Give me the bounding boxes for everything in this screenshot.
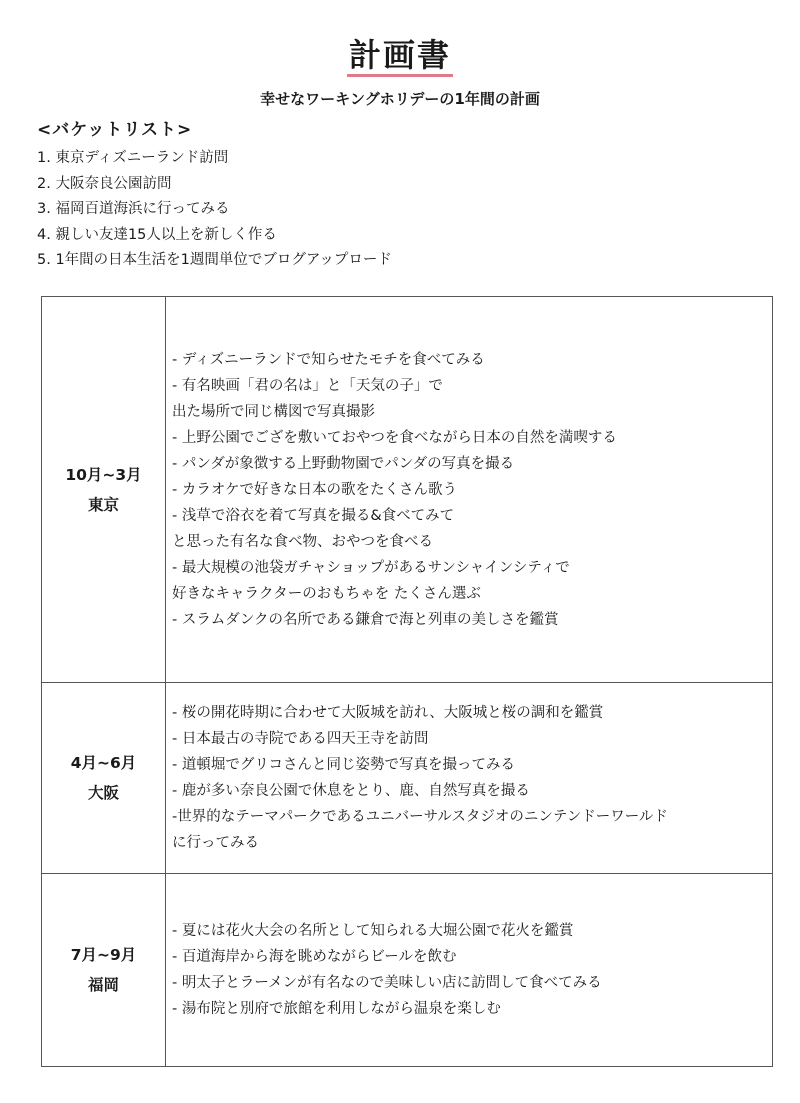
- document-title-text: 計画書: [347, 36, 453, 77]
- plan-detail-line: - 日本最古の寺院である四天王寺を訪問: [172, 731, 429, 747]
- plan-detail-line: - 夏には花火大会の名所として知られる大堀公園で花火を鑑賞: [172, 923, 574, 939]
- plan-detail-line: - カラオケで好きな日本の歌をたくさん歌う: [172, 481, 458, 498]
- plan-detail-line: - スラムダンクの名所である鎌倉で海と列車の美しさを鑑賞: [172, 611, 559, 628]
- plan-detail-line: - パンダが象徴する上野動物園でパンダの写真を撮る: [172, 455, 515, 472]
- plan-period-cell: [42, 874, 166, 1067]
- plan-period: 4月~6月: [70, 754, 137, 772]
- plan-row-osaka: [42, 683, 773, 874]
- plan-city: 東京: [87, 495, 119, 514]
- plan-period: 7月~9月: [70, 946, 137, 964]
- plan-period: 10月~3月: [65, 465, 142, 484]
- bucket-list-item: 2. 大阪奈良公園訪問: [37, 175, 172, 192]
- bucket-list-heading: <バケットリスト>: [37, 120, 193, 140]
- bucket-list-item: 3. 福岡百道海浜に行ってみる: [37, 201, 230, 217]
- plan-detail-line: - 有名映画「君の名は」と「天気の子」で: [172, 377, 443, 394]
- bucket-list-item: 5. 1年間の日本生活を1週間単位でブログアップロード: [37, 252, 392, 268]
- plan-detail-line: - 最大規模の池袋ガチャショップがあるサンシャインシティで: [172, 559, 570, 576]
- plan-period-cell: [42, 683, 166, 874]
- plan-detail-line: - 道頓堀でグリコさんと同じ姿勢で写真を撮ってみる: [172, 757, 516, 773]
- plan-period-cell: [42, 297, 166, 683]
- plan-table: [41, 296, 773, 1067]
- plan-detail-line: - ディズニーランドで知らせたモチを食べてみる: [172, 351, 485, 368]
- plan-row-tokyo: [42, 297, 773, 683]
- plan-detail-cell: [166, 297, 773, 683]
- plan-detail-line: - 百道海岸から海を眺めながらビールを飲む: [172, 949, 457, 965]
- plan-detail-line: - 明太子とラーメンが有名なので美味しい店に訪問して食べてみる: [172, 975, 602, 991]
- plan-row-fukuoka: [42, 874, 773, 1067]
- plan-detail-cell: [166, 874, 773, 1067]
- plan-detail-line: 出た場所で同じ構図で写真撮影: [172, 403, 375, 420]
- plan-detail-line: - 湯布院と別府で旅館を利用しながら温泉を楽しむ: [172, 1001, 501, 1017]
- plan-detail-line: - 上野公園でござを敷いておやつを食べながら日本の自然を満喫する: [172, 429, 617, 446]
- document-title: [0, 30, 800, 76]
- bucket-list: [37, 146, 392, 274]
- plan-city: 福岡: [87, 976, 119, 994]
- plan-detail-line: 好きなキャラクターのおもちゃを たくさん選ぶ: [172, 585, 481, 602]
- bucket-list-item: 1. 東京ディズニーランド訪問: [37, 150, 229, 166]
- plan-detail-line: - 鹿が多い奈良公園で休息をとり、鹿、自然写真を撮る: [172, 783, 530, 799]
- plan-detail-line: -世界的なテーマパークであるユニバーサルスタジオのニンテンドーワールド: [172, 809, 668, 825]
- plan-detail-line: - 浅草で浴衣を着て写真を撮る&食べてみて: [172, 507, 455, 524]
- plan-city: 大阪: [87, 784, 119, 802]
- plan-detail-cell: [166, 683, 773, 874]
- plan-detail-line: - 桜の開花時期に合わせて大阪城を訪れ、大阪城と桜の調和を鑑賞: [172, 705, 604, 721]
- plan-detail-line: に行ってみる: [172, 835, 259, 851]
- bucket-list-item: 4. 親しい友達15人以上を新しく作る: [37, 226, 277, 243]
- plan-detail-line: と思った有名な食べ物、おやつを食べる: [172, 533, 433, 550]
- document-subtitle: 幸せなワーキングホリデーの1年間の計画: [260, 90, 540, 108]
